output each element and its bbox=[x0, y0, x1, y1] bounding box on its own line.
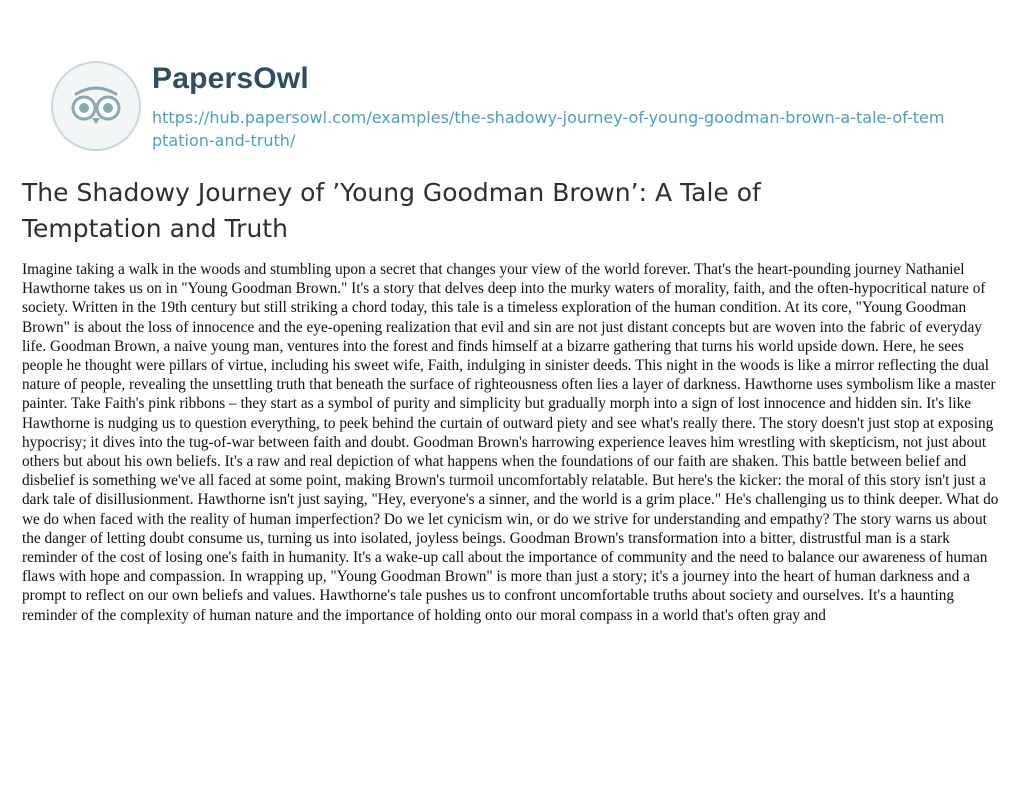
source-url-link[interactable]: https://hub.papersowl.com/examples/the-shadowy-journey-of-young-goodman-brown-a-tale-of-temptation-and-truth/ bbox=[152, 108, 945, 150]
site-header bbox=[46, 56, 986, 156]
brand-name: PapersOwl bbox=[152, 62, 309, 95]
article-body: Imagine taking a walk in the woods and stumbling upon a secret that changes your view of the world forever. That's the heart-pounding journey Nathaniel Hawthorne takes us on in "Young Goodman Brown." It's a story that delves deep into the murky waters of morality, faith, and the often-hypocritical nature of society. Written in the 19th century but still striking a chord today, this tale is a timeless exploration of the human condition. At its core, "Young Goodman Brown" is about the loss of innocence and the eye-opening realization that evil and sin are not just distant concepts but are woven into the fabric of everyday life. Goodman Brown, a naive young man, ventures into the forest and finds himself at a bizarre gathering that turns his world upside down. Here, he sees people he thought were pillars of virtue, including his sweet wife, Faith, indulging in sinister deeds. This night in the woods is like a mirror reflecting the dual nature of people, revealing the unsettling truth that beneath the surface of righteousness often lies a layer of darkness. Hawthorne uses symbolism like a master painter. Take Faith's pink ribbons – they start as a symbol of purity and simplicity but gradually morph into a sign of lost innocence and hidden sin. It's like Hawthorne is nudging us to question everything, to peek behind the curtain of outward piety and see what's really there. The story doesn't just stop at exposing hypocrisy; it dives into the tug-of-war between faith and doubt. Goodman Brown's harrowing experience leaves him wrestling with skepticism, not just about others but about his own beliefs. It's a raw and real depiction of what happens when the foundations of our faith are shaken. This battle between belief and disbelief is something we've all faced at some point, making Brown's turmoil uncomfortably relatable. But here's the kicker: the moral of this story isn't just a dark tale of disillusionment. Hawthorne isn't just saying, "Hey, everyone's a sinner, and the world is a grim place." He's challenging us to think deeper. What do we do when faced with the reality of human imperfection? Do we let cynicism win, or do we strive for understanding and empathy? The story warns us about the danger of letting doubt consume us, turning us into isolated, joyless beings. Goodman Brown's transformation into a bitter, distrustful man is a stark reminder of the cost of losing one's faith in humanity. It's a wake-up call about the importance of community and the need to balance our awareness of human flaws with hope and compassion. In wrapping up, "Young Goodman Brown" is more than just a story; it's a journey into the heart of human darkness and a prompt to reflect on our own beliefs and values. Hawthorne's tale pushes us to confront uncomfortable truths about society and ourselves. It's a haunting reminder of the complexity of human nature and the importance of holding onto our moral compass in a world that's often gray and bbox=[22, 261, 999, 624]
owl-logo-icon bbox=[46, 56, 146, 156]
article-title: The Shadowy Journey of ’Young Goodman Brown’: A Tale of Temptation and Truth bbox=[22, 178, 761, 243]
